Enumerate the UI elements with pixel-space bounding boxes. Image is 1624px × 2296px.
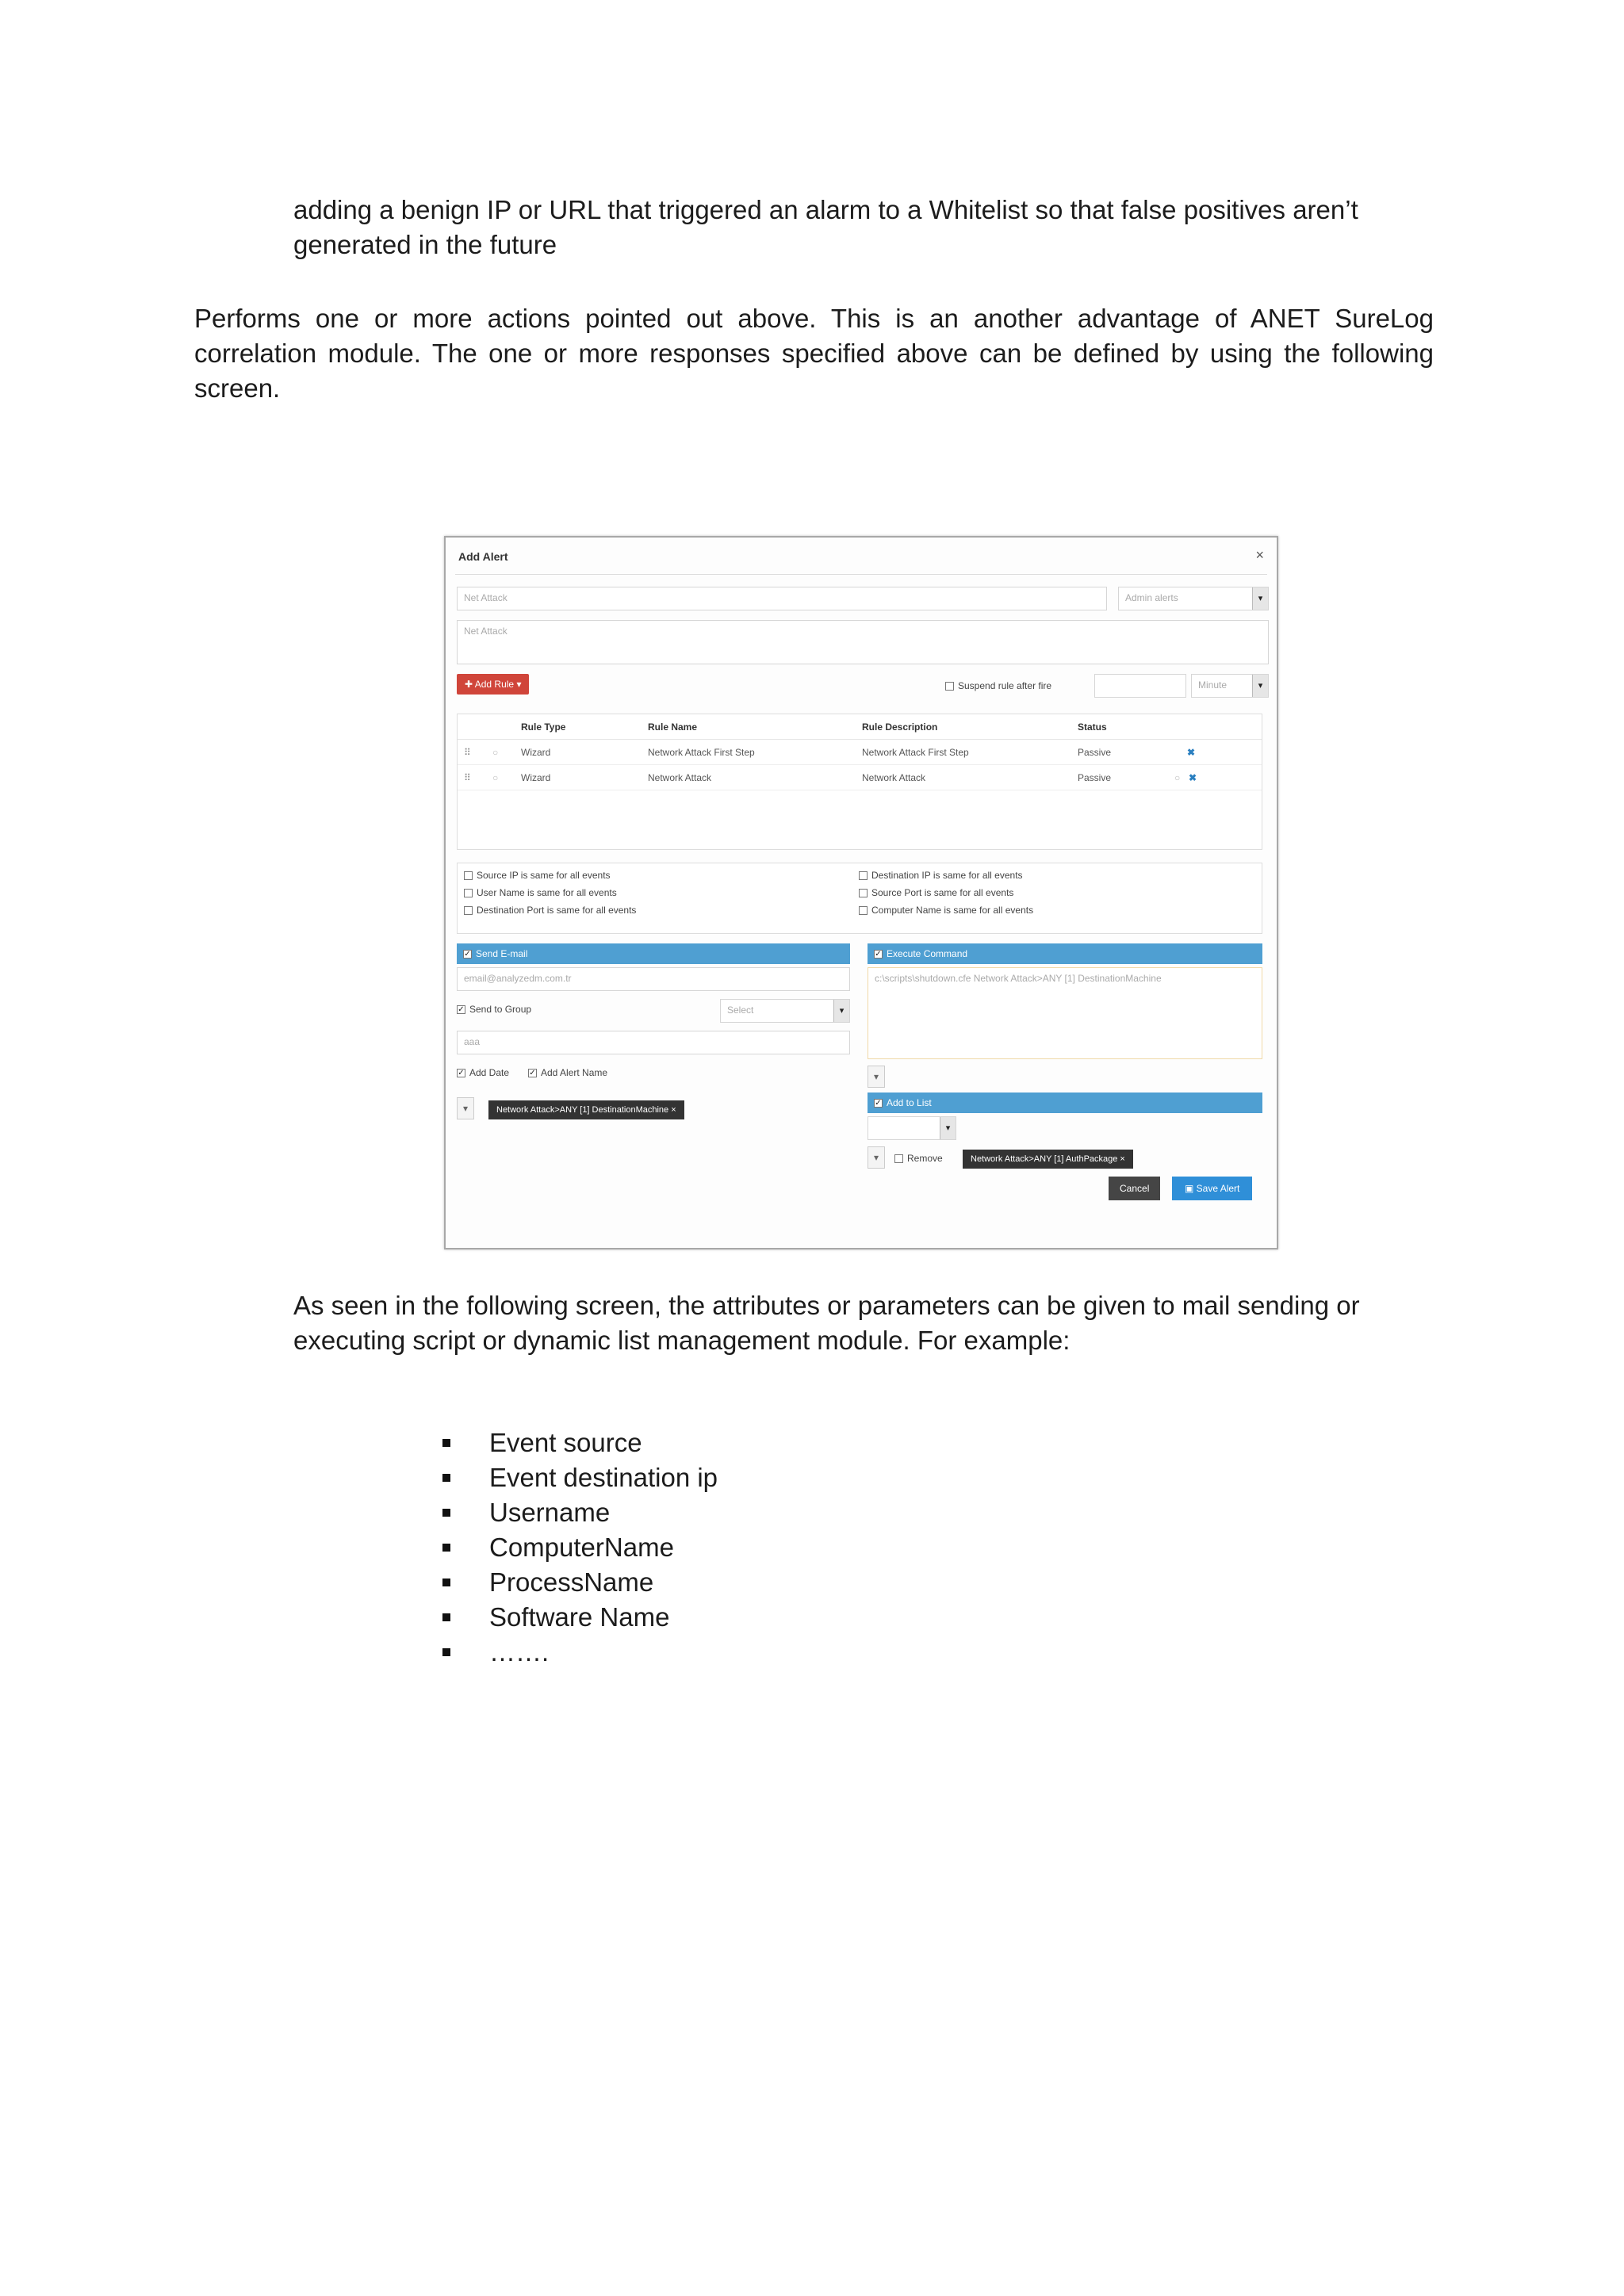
list-item-text: ComputerName bbox=[489, 1533, 674, 1562]
bullet-icon bbox=[442, 1474, 450, 1482]
save-icon: ▣ bbox=[1185, 1183, 1197, 1194]
option-checkbox[interactable] bbox=[464, 887, 617, 898]
rule-type: Wizard bbox=[521, 747, 551, 758]
checkbox-icon bbox=[859, 871, 868, 880]
bullet-icon bbox=[442, 1578, 450, 1586]
remove-label: Remove bbox=[907, 1153, 943, 1164]
checkbox-icon bbox=[859, 906, 868, 915]
checkbox-icon bbox=[457, 1005, 465, 1014]
checkbox-icon bbox=[463, 950, 472, 959]
header-status: Status bbox=[1078, 721, 1107, 733]
chevron-down-icon: ▾ bbox=[833, 1000, 849, 1022]
option-label: Source Port is same for all events bbox=[871, 887, 1014, 898]
save-alert-label: Save Alert bbox=[1196, 1183, 1240, 1194]
caret-down-icon: ▾ bbox=[514, 679, 522, 690]
title-divider bbox=[455, 574, 1267, 575]
add-date-label: Add Date bbox=[469, 1067, 510, 1078]
add-rule-label: Add Rule bbox=[474, 679, 515, 690]
checkbox-icon bbox=[859, 889, 868, 897]
add-to-list-label: Add to List bbox=[887, 1097, 932, 1108]
list-item-text: ProcessName bbox=[489, 1567, 654, 1597]
list-attribute-button[interactable]: ▾ bbox=[868, 1146, 885, 1169]
option-checkbox[interactable] bbox=[464, 870, 611, 881]
list-item bbox=[440, 1565, 718, 1600]
alert-name-input[interactable]: Net Attack bbox=[457, 587, 1107, 610]
list-item-text: ……. bbox=[489, 1637, 550, 1667]
save-alert-button[interactable] bbox=[1172, 1177, 1252, 1200]
list-item bbox=[440, 1530, 718, 1565]
radio-icon[interactable]: ○ bbox=[1174, 772, 1181, 783]
list-select[interactable] bbox=[868, 1116, 956, 1140]
option-label: Destination IP is same for all events bbox=[871, 870, 1023, 881]
add-rule-button[interactable] bbox=[457, 674, 529, 695]
send-email-header[interactable] bbox=[457, 943, 850, 964]
option-checkbox[interactable] bbox=[859, 905, 1033, 916]
paragraph-whitelist: adding a benign IP or URL that triggered an alarm to a Whitelist so that false positives aren’t generated in the future bbox=[293, 195, 1358, 259]
suspend-label: Suspend rule after fire bbox=[958, 680, 1052, 691]
option-label: Source IP is same for all events bbox=[477, 870, 611, 881]
chevron-down-icon: ▾ bbox=[1252, 675, 1268, 697]
remove-rule-icon[interactable]: ✖ bbox=[1187, 747, 1196, 758]
table-row[interactable] bbox=[458, 765, 1262, 790]
add-alert-name-label: Add Alert Name bbox=[541, 1067, 608, 1078]
rule-type: Wizard bbox=[521, 772, 551, 783]
option-label: Computer Name is same for all events bbox=[871, 905, 1034, 916]
send-to-group-text: Send to Group bbox=[469, 1004, 532, 1015]
checkbox-icon bbox=[464, 889, 473, 897]
rule-status: Passive bbox=[1078, 772, 1112, 783]
suspend-checkbox[interactable] bbox=[945, 680, 1051, 691]
header-rule-description: Rule Description bbox=[862, 721, 938, 733]
attribute-list bbox=[440, 1425, 718, 1670]
rule-status: Passive bbox=[1078, 747, 1112, 758]
send-to-group-checkbox[interactable] bbox=[457, 1004, 531, 1015]
bullet-icon bbox=[442, 1544, 450, 1552]
command-textarea[interactable]: c:\scripts\shutdown.cfe Network Attack>ANY [1] DestinationMachine bbox=[868, 967, 1262, 1059]
add-alert-screenshot bbox=[444, 536, 1278, 1249]
list-item-text: Software Name bbox=[489, 1602, 670, 1632]
email-input[interactable]: email@analyzedm.com.tr bbox=[457, 967, 850, 991]
add-to-list-header[interactable] bbox=[868, 1093, 1262, 1113]
bullet-icon bbox=[442, 1439, 450, 1447]
chip-close-icon[interactable]: × bbox=[668, 1105, 676, 1115]
execute-command-label: Execute Command bbox=[887, 948, 968, 959]
rule-name: Network Attack bbox=[648, 772, 712, 783]
list-item-text: Username bbox=[489, 1498, 611, 1527]
attribute-dropdown-button[interactable]: ▾ bbox=[457, 1097, 474, 1119]
close-icon[interactable]: × bbox=[1255, 547, 1264, 563]
remove-rule-icon[interactable]: ✖ bbox=[1189, 772, 1197, 783]
header-rule-type: Rule Type bbox=[521, 721, 566, 733]
category-select[interactable] bbox=[1118, 587, 1269, 610]
option-checkbox[interactable] bbox=[859, 887, 1013, 898]
option-label: User Name is same for all events bbox=[477, 887, 617, 898]
command-attribute-button[interactable]: ▾ bbox=[868, 1066, 885, 1088]
plus-icon: ✚ bbox=[465, 679, 475, 690]
suspend-unit-value: Minute bbox=[1198, 679, 1228, 691]
list-item bbox=[440, 1635, 718, 1670]
dialog-title: Add Alert bbox=[458, 550, 508, 563]
checkbox-icon bbox=[874, 950, 883, 959]
send-email-label: Send E-mail bbox=[476, 948, 528, 959]
email-attribute-chip[interactable] bbox=[488, 1100, 684, 1119]
chip-label: Network Attack>ANY [1] AuthPackage bbox=[971, 1154, 1118, 1164]
group-select[interactable] bbox=[720, 999, 850, 1023]
drag-handle-icon[interactable]: ⠿ bbox=[464, 772, 471, 783]
table-header bbox=[458, 714, 1262, 740]
chip-label: Network Attack>ANY [1] DestinationMachine bbox=[496, 1105, 669, 1115]
add-date-checkbox[interactable] bbox=[457, 1067, 509, 1078]
option-label: Destination Port is same for all events bbox=[477, 905, 637, 916]
checkbox-icon bbox=[457, 1069, 465, 1077]
execute-command-header[interactable] bbox=[868, 943, 1262, 964]
list-item bbox=[440, 1495, 718, 1530]
rule-description: Network Attack bbox=[862, 772, 926, 783]
option-checkbox[interactable] bbox=[859, 870, 1023, 881]
paragraph-attributes: As seen in the following screen, the attributes or parameters can be given to mail sending or executing script or dynamic list management module. For example: bbox=[293, 1291, 1360, 1355]
group-select-value: Select bbox=[727, 1004, 754, 1016]
list-item bbox=[440, 1460, 718, 1495]
list-item bbox=[440, 1425, 718, 1460]
chip-close-icon[interactable]: × bbox=[1117, 1154, 1125, 1164]
option-checkbox[interactable] bbox=[464, 905, 636, 916]
add-alert-name-checkbox[interactable] bbox=[528, 1067, 607, 1078]
description-textarea[interactable]: Net Attack bbox=[457, 620, 1269, 664]
suspend-unit-select[interactable] bbox=[1191, 674, 1269, 698]
chevron-down-icon: ▾ bbox=[940, 1117, 956, 1139]
group-input[interactable]: aaa bbox=[457, 1031, 850, 1054]
list-item-text: Event source bbox=[489, 1428, 642, 1457]
suspend-duration-input[interactable] bbox=[1094, 674, 1186, 698]
table-row[interactable] bbox=[458, 740, 1262, 765]
list-item bbox=[440, 1600, 718, 1635]
correlation-options bbox=[457, 863, 1262, 934]
bullet-icon bbox=[442, 1613, 450, 1621]
radio-icon[interactable]: ○ bbox=[492, 772, 499, 783]
checkbox-icon bbox=[464, 906, 473, 915]
remove-checkbox[interactable] bbox=[894, 1153, 943, 1164]
chevron-down-icon: ▾ bbox=[1252, 587, 1268, 610]
list-attribute-chip[interactable] bbox=[963, 1150, 1133, 1169]
bullet-icon bbox=[442, 1648, 450, 1656]
rule-description: Network Attack First Step bbox=[862, 747, 969, 758]
checkbox-icon bbox=[894, 1154, 903, 1163]
bullet-icon bbox=[442, 1509, 450, 1517]
checkbox-icon bbox=[874, 1099, 883, 1108]
cancel-button[interactable]: Cancel bbox=[1109, 1177, 1160, 1200]
radio-icon[interactable]: ○ bbox=[492, 747, 499, 758]
list-item-text: Event destination ip bbox=[489, 1463, 718, 1492]
checkbox-icon bbox=[464, 871, 473, 880]
header-rule-name: Rule Name bbox=[648, 721, 698, 733]
checkbox-icon bbox=[945, 682, 954, 691]
checkbox-icon bbox=[528, 1069, 537, 1077]
paragraph-responses: Performs one or more actions pointed out above. This is an another advantage of ANET SureLog correlation module. The one or more responses specified above can be defined by using the following screen. bbox=[194, 304, 1434, 403]
drag-handle-icon[interactable]: ⠿ bbox=[464, 747, 471, 758]
rules-table bbox=[457, 714, 1262, 850]
rule-name: Network Attack First Step bbox=[648, 747, 755, 758]
category-select-value: Admin alerts bbox=[1125, 592, 1178, 603]
